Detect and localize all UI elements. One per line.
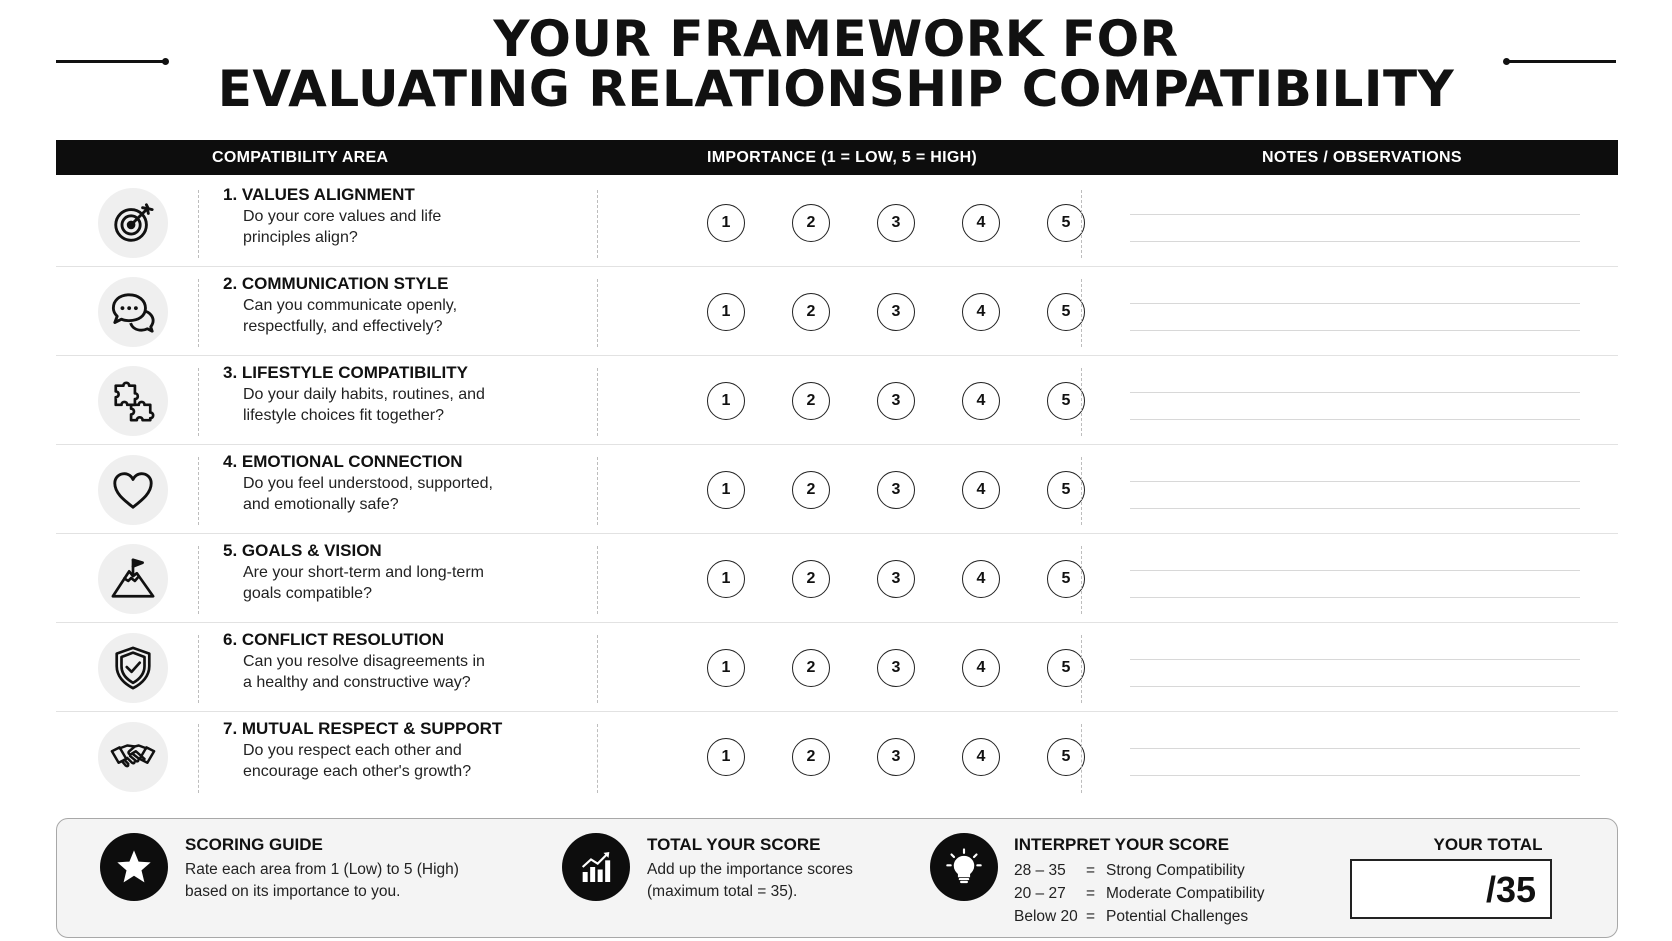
notes-field[interactable] [1130, 392, 1580, 446]
interpret-score-list [1014, 859, 1265, 928]
rating-option-4[interactable]: 4 [962, 738, 1000, 776]
rating-option-3[interactable]: 3 [877, 293, 915, 331]
notes-field[interactable] [1130, 659, 1580, 713]
total-score-text: Add up the importance scores [647, 861, 853, 878]
area-description: Do you feel understood, supported, [243, 475, 493, 492]
rating-option-3[interactable]: 3 [877, 560, 915, 598]
rating-option-5[interactable]: 5 [1047, 382, 1085, 420]
notes-field[interactable] [1130, 570, 1580, 624]
header-notes: NOTES / OBSERVATIONS [1262, 149, 1462, 166]
area-description: goals compatible? [243, 585, 372, 602]
area-description: Can you communicate openly, [243, 297, 458, 314]
rating-option-3[interactable]: 3 [877, 471, 915, 509]
area-description: lifestyle choices fit together? [243, 407, 444, 424]
rating-option-2[interactable]: 2 [792, 293, 830, 331]
interpret-item: Below 20 = Potential Challenges [1014, 908, 1249, 925]
area-description: Can you resolve disagreements in [243, 653, 485, 670]
title-line-2: EVALUATING RELATIONSHIP COMPATIBILITY [217, 60, 1455, 118]
table-row [56, 445, 1618, 534]
area-title: 3. LIFESTYLE COMPATIBILITY [223, 363, 468, 382]
rating-option-3[interactable]: 3 [877, 382, 915, 420]
rating-option-3[interactable]: 3 [877, 649, 915, 687]
rating-option-1[interactable]: 1 [707, 649, 745, 687]
rating-option-1[interactable]: 1 [707, 293, 745, 331]
scoring-footer [56, 818, 1618, 938]
rating-option-4[interactable]: 4 [962, 471, 1000, 509]
rating-option-2[interactable]: 2 [792, 649, 830, 687]
scoring-guide-text: Rate each area from 1 (Low) to 5 (High) [185, 861, 459, 878]
area-description: Do you respect each other and [243, 742, 462, 759]
your-total-title: YOUR TOTAL [1433, 835, 1543, 854]
table-row [56, 534, 1618, 623]
total-max-label: /35 [1485, 869, 1536, 910]
rating-option-2[interactable]: 2 [792, 382, 830, 420]
area-title: 1. VALUES ALIGNMENT [223, 185, 415, 204]
rating-option-4[interactable]: 4 [962, 649, 1000, 687]
area-title: 7. MUTUAL RESPECT & SUPPORT [223, 719, 503, 738]
rating-option-4[interactable]: 4 [962, 560, 1000, 598]
rating-option-1[interactable]: 1 [707, 560, 745, 598]
rating-option-5[interactable]: 5 [1047, 649, 1085, 687]
star-icon [100, 833, 168, 901]
title-decoration-right [1506, 60, 1616, 63]
table-row [56, 178, 1618, 267]
rating-option-5[interactable]: 5 [1047, 560, 1085, 598]
area-description: a healthy and constructive way? [243, 674, 471, 691]
shield-check-icon [98, 633, 168, 703]
area-description: respectfully, and effectively? [243, 318, 443, 335]
scoring-guide-text: based on its importance to you. [185, 883, 401, 900]
notes-field[interactable] [1130, 481, 1580, 535]
rating-option-3[interactable]: 3 [877, 204, 915, 242]
rating-option-1[interactable]: 1 [707, 738, 745, 776]
area-description: Do your core values and life [243, 208, 442, 225]
area-title: 5. GOALS & VISION [223, 541, 382, 560]
rating-option-4[interactable]: 4 [962, 293, 1000, 331]
header-compatibility-area: COMPATIBILITY AREA [212, 149, 389, 166]
header-importance: IMPORTANCE (1 = LOW, 5 = HIGH) [707, 149, 978, 166]
rating-option-5[interactable]: 5 [1047, 293, 1085, 331]
notes-field[interactable] [1130, 748, 1580, 802]
notes-field[interactable] [1130, 303, 1580, 357]
rating-option-4[interactable]: 4 [962, 382, 1000, 420]
table-row [56, 267, 1618, 356]
title-decoration-left [56, 60, 166, 63]
rating-option-2[interactable]: 2 [792, 560, 830, 598]
total-score-title: TOTAL YOUR SCORE [647, 835, 821, 854]
handshake-icon [98, 722, 168, 792]
area-description: Are your short-term and long-term [243, 564, 484, 581]
rating-option-5[interactable]: 5 [1047, 204, 1085, 242]
heart-icon [98, 455, 168, 525]
notes-field[interactable] [1130, 214, 1580, 268]
rating-option-1[interactable]: 1 [707, 204, 745, 242]
scoring-guide-title: SCORING GUIDE [185, 835, 323, 854]
interpret-score-title: INTERPRET YOUR SCORE [1014, 835, 1230, 854]
rating-option-2[interactable]: 2 [792, 471, 830, 509]
area-description: encourage each other's growth? [243, 763, 472, 780]
rating-option-2[interactable]: 2 [792, 738, 830, 776]
lightbulb-icon [930, 833, 998, 901]
area-title: 6. CONFLICT RESOLUTION [223, 630, 444, 649]
target-icon [98, 188, 168, 258]
rating-option-3[interactable]: 3 [877, 738, 915, 776]
interpret-item: 20 – 27 = Moderate Compatibility [1014, 885, 1265, 902]
title-line-1: YOUR FRAMEWORK FOR [493, 10, 1179, 68]
area-description: principles align? [243, 229, 358, 246]
puzzle-icon [98, 366, 168, 436]
chat-bubbles-icon [98, 277, 168, 347]
total-score-text: (maximum total = 35). [647, 883, 798, 900]
area-description: Do your daily habits, routines, and [243, 386, 485, 403]
interpret-item: 28 – 35 = Strong Compatibility [1014, 862, 1245, 879]
compatibility-table [56, 178, 1618, 801]
table-row [56, 623, 1618, 712]
rating-option-1[interactable]: 1 [707, 382, 745, 420]
area-description: and emotionally safe? [243, 496, 399, 513]
rating-option-2[interactable]: 2 [792, 204, 830, 242]
bar-chart-icon [562, 833, 630, 901]
mountain-flag-icon [98, 544, 168, 614]
rating-option-5[interactable]: 5 [1047, 471, 1085, 509]
rating-option-5[interactable]: 5 [1047, 738, 1085, 776]
area-title: 4. EMOTIONAL CONNECTION [223, 452, 463, 471]
rating-option-4[interactable]: 4 [962, 204, 1000, 242]
table-header [56, 140, 1618, 175]
table-row [56, 356, 1618, 445]
your-total-field[interactable] [1350, 859, 1552, 919]
area-title: 2. COMMUNICATION STYLE [223, 274, 449, 293]
table-row [56, 712, 1618, 801]
page-title [0, 10, 1672, 118]
rating-option-1[interactable]: 1 [707, 471, 745, 509]
